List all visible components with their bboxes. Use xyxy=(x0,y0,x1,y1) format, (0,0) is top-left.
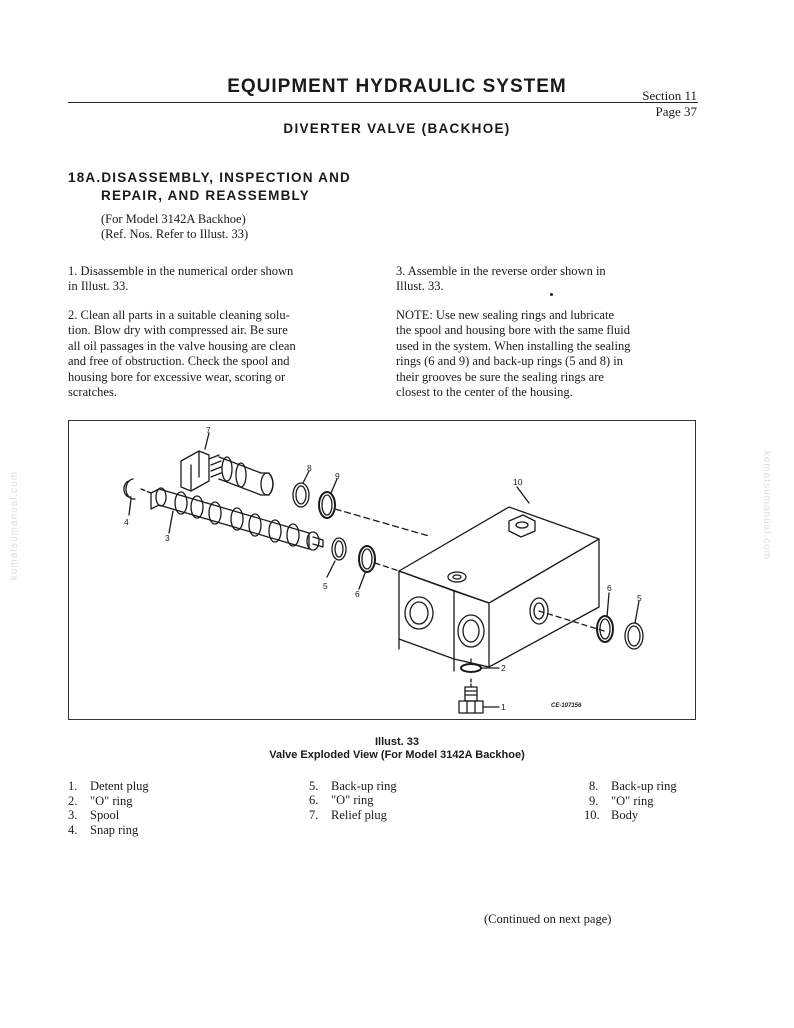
relief-plug-drawing xyxy=(181,451,273,495)
part-item: 8. Back-up ring xyxy=(589,779,677,793)
part-item: 5. Back-up ring xyxy=(309,779,397,793)
part-item: 6. "O" ring xyxy=(309,793,374,807)
text-line: their grooves be sure the sealing rings are xyxy=(396,369,604,384)
callout-label: 9 xyxy=(335,471,340,481)
part-item: 2. "O" ring xyxy=(68,794,133,808)
step-1-paragraph xyxy=(68,264,368,295)
text-line: used in the system. When installing the sealing xyxy=(396,338,631,353)
part-item: 3. Spool xyxy=(68,808,120,822)
text-line: tion. Blow dry with compressed air. Be sure xyxy=(68,323,288,338)
callout-label: 6 xyxy=(355,589,360,599)
reference-note: (Ref. Nos. Refer to Illust. 33) xyxy=(101,227,249,241)
callout-label: 7 xyxy=(206,425,211,435)
exploded-view-drawing xyxy=(69,421,697,721)
callout-label: 6 xyxy=(607,583,612,593)
part-item: 1. Detent plug xyxy=(68,779,149,793)
text-line: rings (6 and 9) and back-up rings (5 and 8) in xyxy=(396,354,624,369)
spool-drawing xyxy=(151,488,323,550)
figure-caption: Valve Exploded View (For Model 3142A Backhoe) xyxy=(269,749,525,761)
callout-label: 1 xyxy=(501,702,506,712)
page-number: Page 37 xyxy=(655,104,697,119)
text-line: the spool and housing bore with the same fluid xyxy=(396,323,630,338)
watermark-right: komatsumanual.com xyxy=(761,450,773,561)
text-line: all oil passages in the valve housing are clean xyxy=(68,338,296,353)
text-line: Illust. 33. xyxy=(396,279,444,294)
page-title: EQUIPMENT HYDRAULIC SYSTEM xyxy=(227,76,567,97)
valve-body-drawing xyxy=(399,507,599,671)
section-heading-line1: 18A.DISASSEMBLY, INSPECTION AND xyxy=(68,170,352,185)
callout-label: 5 xyxy=(323,581,328,591)
callout-label: 3 xyxy=(165,533,170,543)
text-line: NOTE: Use new sealing rings and lubricate xyxy=(396,308,614,322)
continued-note: (Continued on next page) xyxy=(484,912,612,926)
callout-label: 2 xyxy=(501,663,506,673)
watermark-left: komatsumanual.com xyxy=(9,470,21,581)
part-item: 10. Body xyxy=(584,808,639,822)
text-line: 2. Clean all parts in a suitable cleaning solu- xyxy=(68,308,290,322)
exploded-view-figure xyxy=(68,420,696,720)
callout-label: 10 xyxy=(513,477,523,487)
text-line: housing bore for excessive wear, scoring or xyxy=(68,369,286,384)
text-line: scratches. xyxy=(68,385,117,400)
page-subtitle: DIVERTER VALVE (BACKHOE) xyxy=(283,121,511,136)
note-paragraph xyxy=(396,308,696,400)
callout-label: 8 xyxy=(307,463,312,473)
step-2-paragraph xyxy=(68,308,368,400)
part-item: 4. Snap ring xyxy=(68,823,139,837)
o-ring-2 xyxy=(461,664,481,672)
text-line: in Illust. 33. xyxy=(68,279,129,294)
figure-number: Illust. 33 xyxy=(374,736,420,748)
detent-plug-drawing xyxy=(459,679,483,713)
text-line: and free of obstruction. Check the spool and xyxy=(68,354,290,369)
text-line: 1. Disassemble in the numerical order shown xyxy=(68,264,294,278)
snap-ring-drawing xyxy=(124,479,135,499)
step-3-paragraph xyxy=(396,264,696,295)
text-line: 3. Assemble in the reverse order shown in xyxy=(396,264,606,278)
callout-label: 4 xyxy=(124,517,129,527)
section-label: Section 11 xyxy=(642,88,697,103)
figure-code: CE-107156 xyxy=(551,703,582,709)
header-rule xyxy=(68,102,698,103)
callout-label: 5 xyxy=(637,593,642,603)
part-item: 7. Relief plug xyxy=(309,808,387,822)
section-heading-line2: REPAIR, AND REASSEMBLY xyxy=(101,188,310,203)
print-speck xyxy=(550,293,553,296)
part-item: 9. "O" ring xyxy=(589,794,654,808)
text-line: closest to the center of the housing. xyxy=(396,385,573,400)
model-note: (For Model 3142A Backhoe) xyxy=(101,212,246,226)
